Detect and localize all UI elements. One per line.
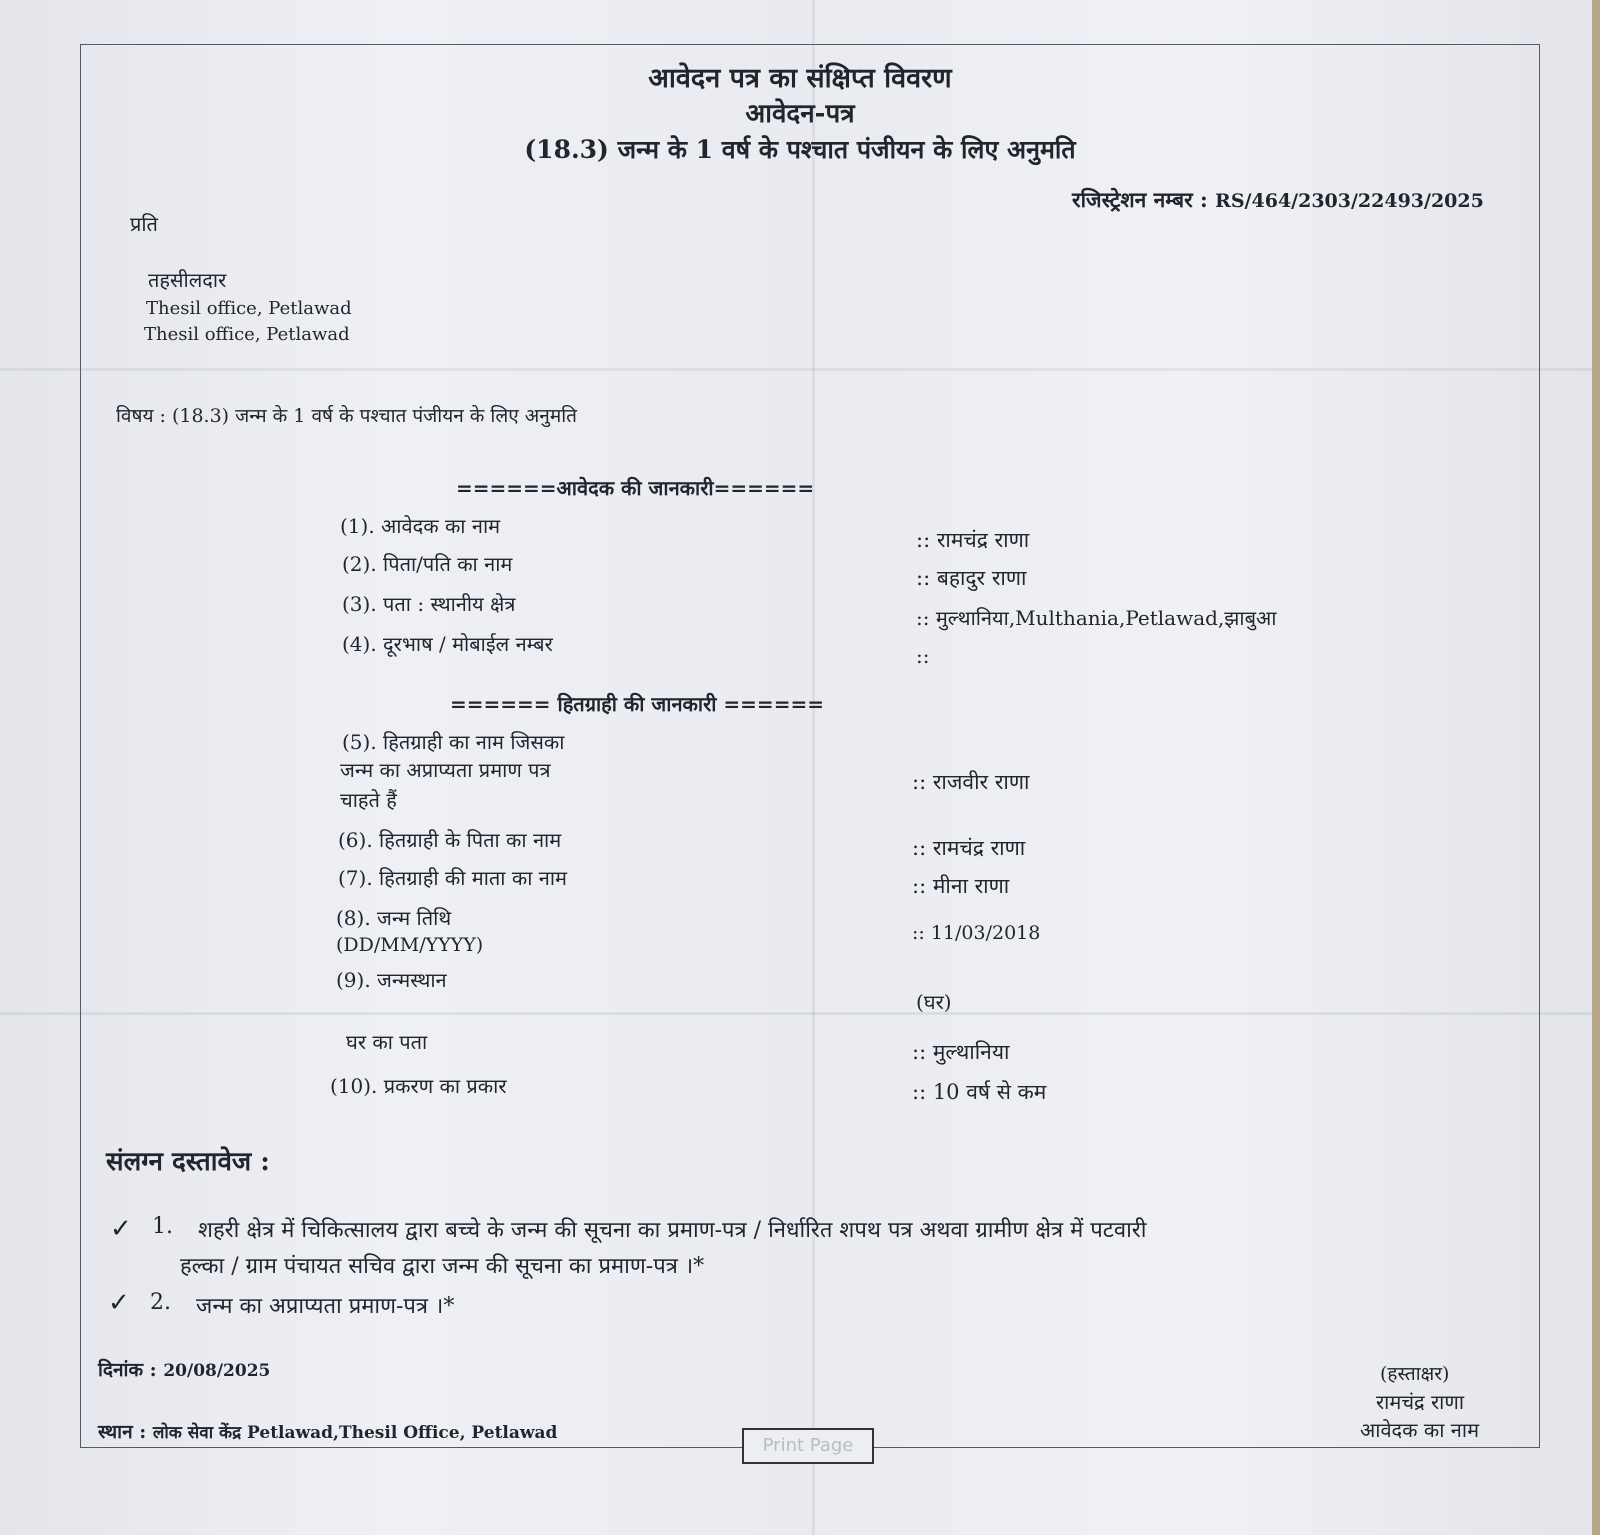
- place-value: लोक सेवा केंद्र Petlawad,Thesil Office, Petlawad: [152, 1423, 558, 1443]
- service-title: (18.3) जन्म के 1 वर्ष के पश्चात पंजीयन के लिए अनुमति: [524, 135, 1076, 164]
- field-value-case-type: :: 10 वर्ष से कम: [912, 1080, 1047, 1104]
- document-title: आवेदन पत्र का संक्षिप्त विवरण: [648, 63, 952, 94]
- attachment-item2-number: 2.: [150, 1290, 171, 1315]
- field-label-beneficiary-name-line3: चाहते हैं: [340, 788, 397, 812]
- attachment-item2-text: जन्म का अप्राप्यता प्रमाण-पत्र ।*: [196, 1294, 455, 1319]
- field-label-beneficiary-name-line2: जन्म का अप्राप्यता प्रमाण पत्र: [340, 758, 551, 782]
- field-label-applicant-name: (1). आवेदक का नाम: [340, 514, 501, 538]
- attachment-item1-line2: हल्का / ग्राम पंचायत सचिव द्वारा जन्म की सूचना का प्रमाण-पत्र ।*: [180, 1254, 705, 1279]
- check-mark-icon: ✓: [108, 1288, 130, 1318]
- registration-value: RS/464/2303/22493/2025: [1215, 190, 1484, 212]
- field-value-applicant-name: :: रामचंद्र राणा: [916, 528, 1030, 552]
- addressee-office-line2: Thesil office, Petlawad: [144, 324, 350, 345]
- field-value-mobile: ::: [916, 644, 930, 668]
- date-value: 20/08/2025: [163, 1361, 271, 1381]
- field-label-beneficiary-father: (6). हितग्राही के पिता का नाम: [338, 828, 562, 852]
- field-value-address: :: मुल्थानिया,Multhania,Petlawad,झाबुआ: [916, 606, 1277, 630]
- signature-label: (हस्ताक्षर): [1380, 1363, 1450, 1385]
- document-subtitle: आवेदन-पत्र: [745, 99, 855, 129]
- field-value-beneficiary-father: :: रामचंद्र राणा: [912, 836, 1026, 860]
- signature-caption: आवेदक का नाम: [1360, 1418, 1480, 1442]
- field-value-birth-place: (घर): [916, 990, 952, 1014]
- field-label-birth-date: (8). जन्म तिथि: [336, 906, 452, 930]
- field-label-beneficiary-mother: (7). हितग्राही की माता का नाम: [338, 866, 567, 890]
- field-label-mobile: (4). दूरभाष / मोबाईल नम्बर: [342, 632, 553, 656]
- registration-label: रजिस्ट्रेशन नम्बर :: [1072, 187, 1208, 212]
- subject-line: विषय : (18.3) जन्म के 1 वर्ष के पश्चात पंजीयन के लिए अनुमति: [116, 405, 577, 427]
- place-line: [98, 1418, 557, 1444]
- signature-name: रामचंद्र राणा: [1376, 1390, 1464, 1414]
- attachment-item1-line1: शहरी क्षेत्र में चिकित्सालय द्वारा बच्चे के जन्म की सूचना का प्रमाण-पत्र / निर्धारित शपथ पत्र अथवा ग्रामीण क्षेत्र में पटवारी: [198, 1218, 1147, 1243]
- attachment-item1-number: 1.: [152, 1214, 173, 1239]
- field-label-birth-date-format: (DD/MM/YYYY): [336, 934, 484, 956]
- date-line: [98, 1356, 270, 1382]
- field-value-beneficiary-mother: :: मीना राणा: [912, 874, 1010, 898]
- check-mark-icon: ✓: [110, 1214, 132, 1244]
- beneficiary-section-heading: ====== हितग्राही की जानकारी ======: [450, 692, 824, 716]
- field-label-case-type: (10). प्रकरण का प्रकार: [330, 1074, 507, 1098]
- field-value-father-husband-name: :: बहादुर राणा: [916, 566, 1027, 590]
- field-label-birth-place: (9). जन्मस्थान: [336, 968, 447, 992]
- attachments-heading: संलग्न दस्तावेज :: [106, 1147, 270, 1177]
- field-label-address: (3). पता : स्थानीय क्षेत्र: [342, 592, 516, 616]
- registration-number: [1072, 186, 1484, 214]
- addressee-designation: तहसीलदार: [148, 268, 227, 292]
- field-label-home-address: घर का पता: [346, 1030, 428, 1054]
- field-value-birth-date: :: 11/03/2018: [912, 922, 1041, 944]
- applicant-section-heading: ======आवेदक की जानकारी======: [456, 476, 815, 500]
- field-value-beneficiary-name: :: राजवीर राणा: [912, 770, 1030, 794]
- print-page-button[interactable]: Print Page: [742, 1428, 874, 1464]
- place-label: स्थान :: [98, 1421, 147, 1443]
- addressee-prefix: प्रति: [130, 212, 158, 236]
- addressee-office-line1: Thesil office, Petlawad: [146, 298, 352, 319]
- field-label-beneficiary-name-line1: (5). हितग्राही का नाम जिसका: [342, 730, 565, 754]
- date-label: दिनांक :: [98, 1359, 157, 1381]
- field-label-father-husband-name: (2). पिता/पति का नाम: [342, 552, 513, 576]
- field-value-home-address: :: मुल्थानिया: [912, 1040, 1010, 1064]
